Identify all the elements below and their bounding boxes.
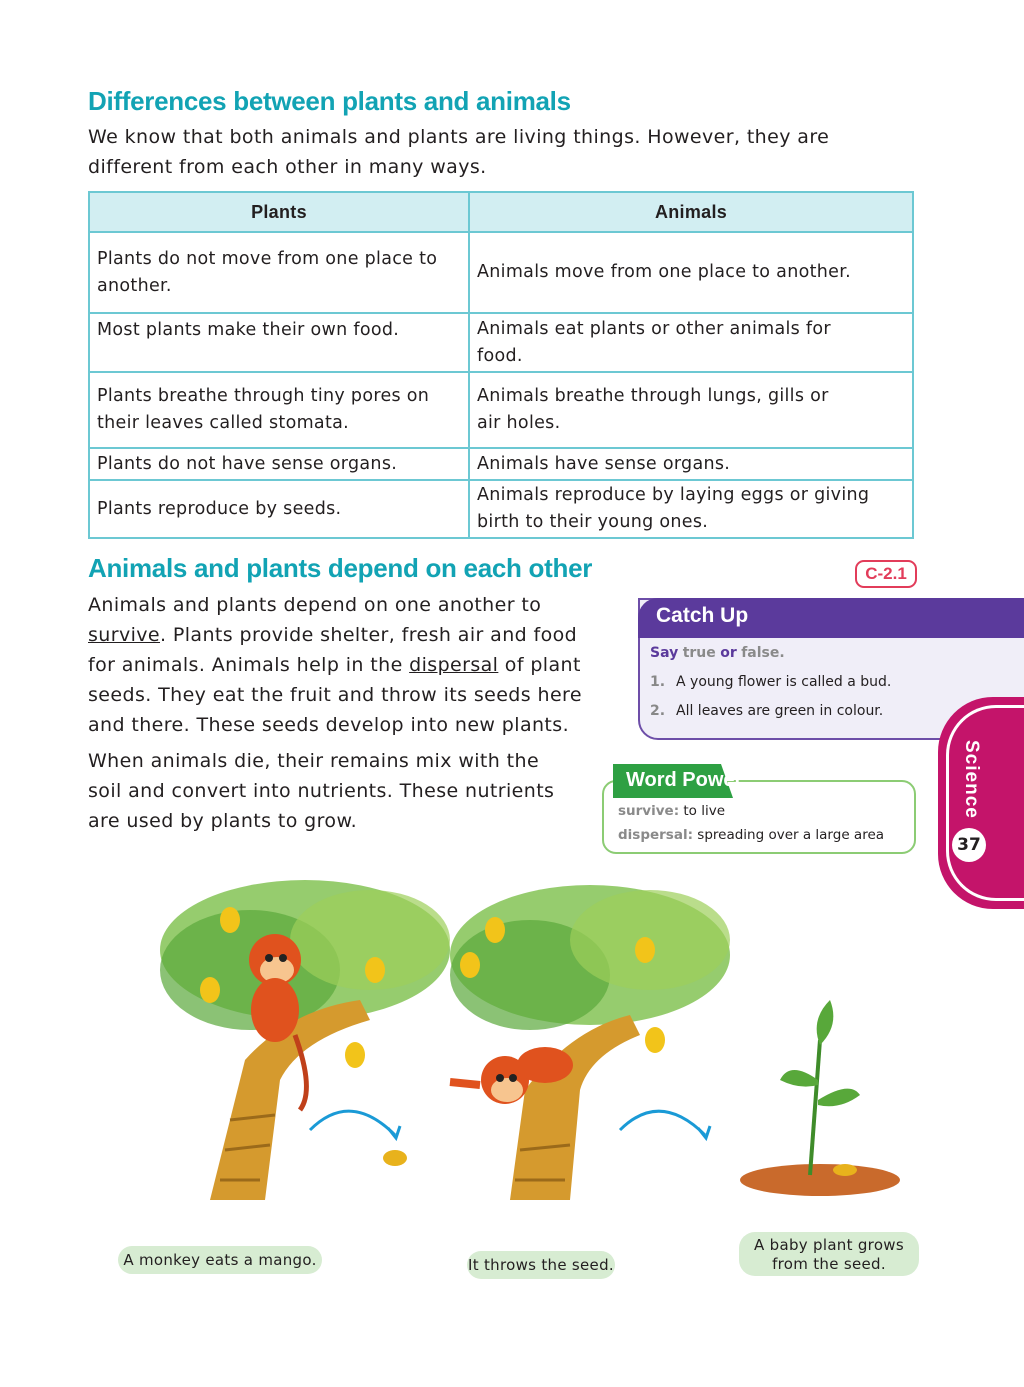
table-row <box>89 313 913 372</box>
mango-icon <box>220 907 240 933</box>
glossary-definition: spreading over a large area <box>697 827 885 843</box>
depend-paragraph-2 <box>88 746 588 836</box>
table-row <box>89 480 913 538</box>
table-cell: Plants do not have sense organs. <box>89 448 469 480</box>
word-power-title: Word Power <box>626 769 743 791</box>
table-header-row <box>89 192 913 232</box>
table-cell: Most plants make their own food. <box>89 313 469 372</box>
item-text: All leaves are green in colour. <box>676 703 884 719</box>
table-cell: Animals eat plants or other animals for food. <box>469 313 913 372</box>
table-header: Animals <box>469 192 913 232</box>
seed-dispersal-illustration <box>150 880 930 1220</box>
intro-paragraph <box>88 122 918 182</box>
seed-icon <box>383 1150 407 1166</box>
catch-up-title: Catch Up <box>656 604 749 627</box>
underlined-word-survive: survive <box>88 624 161 646</box>
word-power-entry <box>618 827 884 843</box>
page-number: 37 <box>952 828 986 862</box>
competency-badge: C-2.1 <box>855 560 917 588</box>
instruction-say: Say <box>650 645 679 661</box>
underlined-word-dispersal: dispersal <box>409 654 499 676</box>
paragraph-line: seeds. They eat the fruit and throw its seeds here <box>88 684 582 706</box>
paragraph-line: and there. These seeds develop into new plants. <box>88 714 570 736</box>
sapling-icon <box>740 1000 900 1196</box>
table-row <box>89 372 913 448</box>
glossary-definition: to live <box>683 803 726 819</box>
table-header: Plants <box>89 192 469 232</box>
mango-tree-2 <box>450 885 730 1200</box>
instruction-false: false. <box>741 645 785 661</box>
table-cell: Plants reproduce by seeds. <box>89 480 469 538</box>
paragraph-text: of plant <box>498 654 581 676</box>
item-number: 2. <box>650 703 666 719</box>
table-row <box>89 232 913 313</box>
catch-up-item <box>650 703 883 719</box>
arrow-icon <box>620 1111 705 1135</box>
table-cell: Animals breathe through lungs, gills or air holes. <box>469 372 913 448</box>
section-title-differences: Differences between plants and animals <box>88 86 571 116</box>
depend-paragraph-1 <box>88 590 618 740</box>
catch-up-instruction <box>650 645 785 661</box>
paragraph-text: for animals. Animals help in the <box>88 654 410 676</box>
paragraph-line <box>88 620 618 650</box>
glossary-term: survive: <box>618 803 680 819</box>
intro-line: We know that both animals and plants are living things. However, they are <box>88 126 830 148</box>
caption-throws-seed: It throws the seed. <box>467 1251 615 1279</box>
instruction-or: or <box>720 645 737 661</box>
arrow-icon <box>310 1111 395 1135</box>
item-number: 1. <box>650 674 666 690</box>
table-cell: Plants breathe through tiny pores on their leaves called stomata. <box>89 372 469 448</box>
table-cell: Plants do not move from one place to another. <box>89 232 469 313</box>
instruction-true: true <box>682 645 716 661</box>
paragraph-line: are used by plants to grow. <box>88 810 358 832</box>
caption-line: from the seed. <box>772 1255 886 1273</box>
catch-up-item <box>650 674 891 690</box>
paragraph-line: soil and convert into nutrients. These nutrients <box>88 780 555 802</box>
comparison-table <box>88 191 914 539</box>
paragraph-line <box>88 650 618 680</box>
paragraph-line: When animals die, their remains mix with the <box>88 750 540 772</box>
glossary-term: dispersal: <box>618 827 693 843</box>
section-title-depend: Animals and plants depend on each other <box>88 553 593 583</box>
caption-line: A baby plant grows <box>754 1236 904 1254</box>
caption-baby-plant <box>739 1232 919 1276</box>
caption-monkey-eats: A monkey eats a mango. <box>118 1246 322 1274</box>
item-text: A young flower is called a bud. <box>676 674 892 690</box>
word-power-entry <box>618 803 725 819</box>
table-row <box>89 448 913 480</box>
table-cell: Animals reproduce by laying eggs or giving birth to their young ones. <box>469 480 913 538</box>
subject-label: Science <box>961 740 982 819</box>
intro-line: different from each other in many ways. <box>88 156 487 178</box>
table-cell: Animals have sense organs. <box>469 448 913 480</box>
paragraph-line: Animals and plants depend on one another to <box>88 594 542 616</box>
mango-tree-1 <box>160 880 450 1200</box>
table-cell: Animals move from one place to another. <box>469 232 913 313</box>
paragraph-text: . Plants provide shelter, fresh air and food <box>160 624 578 646</box>
